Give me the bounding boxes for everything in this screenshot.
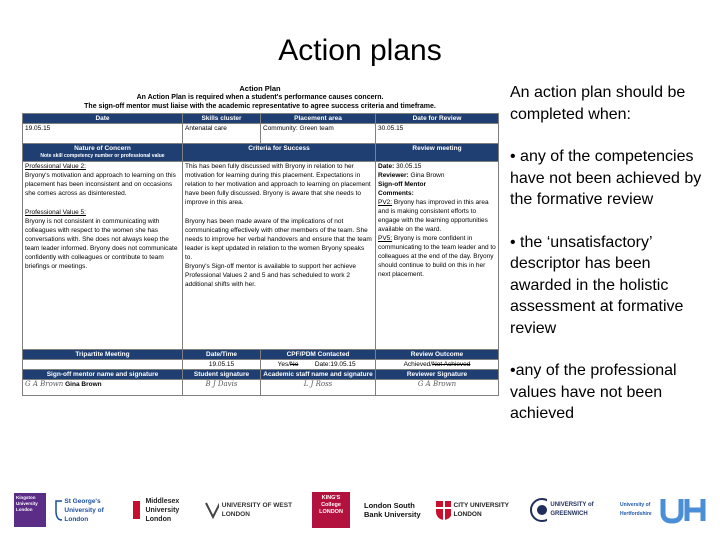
review-pv5-text: Bryony is more confident in communicating to the team leader and to colleagues at the end of the day. Bryony should continue to build on this in her next placement. [378, 235, 496, 278]
col-header-cpf: CPF/PDM Contacted [261, 350, 376, 360]
kings-logo-text: KING'S College LONDON [312, 492, 350, 528]
review-date-line [378, 162, 496, 171]
right-text-panel [510, 82, 710, 425]
tripartite-outcome: Achieved/Not Achieved [376, 360, 499, 370]
concern-pv5-text: Bryony is not consistent in communicating with colleagues with respect to the women she has conversations with. She does not always keep the team leader informed. Bryony does not communicate confidently with colleagues or contribute to team briefings or meetings. [25, 218, 178, 270]
greenwich-logo [530, 490, 610, 530]
student-signature-cell [183, 380, 261, 396]
university-logos [14, 490, 714, 530]
city-logo-text: CITY UNIVERSITY LONDON [453, 502, 509, 518]
slide-title: Action plans [278, 34, 442, 67]
review-pv2-text: Bryony has improved in this area and is making consistent efforts to engage with the learning opportunities available on the ward. [378, 199, 489, 233]
middlesex-logo [132, 490, 202, 530]
form-heading-block [22, 84, 498, 111]
student-signature: B J Davis [205, 380, 238, 388]
body-row [23, 162, 499, 350]
tripartite-values-row [23, 360, 499, 370]
uwl-logo-text: UNIVERSITY OF WEST LONDON [221, 502, 293, 518]
review-date-value: 30.05.15 [396, 163, 422, 170]
header-row-2 [23, 144, 499, 162]
comments-label: Comments: [378, 190, 414, 197]
col-header-mentor-sig: Sign-off mentor name and signature [23, 370, 183, 380]
reviewer-role: Sign-off Mentor [378, 181, 427, 188]
uwl-mark-icon [204, 499, 219, 521]
col-header-student-sig: Student signature [183, 370, 261, 380]
header-row-3 [23, 350, 499, 360]
col-header-criteria: Criteria for Success [183, 144, 376, 162]
st-georges-logo [54, 490, 126, 530]
uh-mark-icon [660, 495, 706, 525]
form-subheading-2: The sign-off mentor must liaise with the academic representative to agree success criteria and timeframe. [84, 103, 436, 110]
col-header-reviewer-sig: Reviewer Signature [376, 370, 499, 380]
col-header-tripartite: Tripartite Meeting [23, 350, 183, 360]
review-cell [376, 162, 499, 350]
reviewer-signature-cell [376, 380, 499, 396]
criteria-cell [183, 162, 376, 350]
header-row-1 [23, 114, 499, 124]
col-header-review: Review meeting [376, 144, 499, 162]
city-logo [434, 490, 524, 530]
concern-pv2-label: Professional Value 2: [25, 163, 86, 170]
bullet-3: •any of the professional values have not been achieved [510, 362, 677, 422]
criteria-para-2: Bryony has been made aware of the implications of not communicating effectively with other members of the team. She needs to improve her verbal handovers and ensure that the team leader is kept updated in relation to the women Bryony speaks to. [185, 218, 372, 261]
col-header-datetime: Date/Time [183, 350, 261, 360]
review-date-label: Date: [378, 163, 395, 170]
cpf-yes-no: Yes/No [277, 361, 299, 368]
middlesex-logo-text: Middlesex University London [145, 497, 180, 523]
greenwich-logo-text: UNIVERSITY of GREENWICH [550, 502, 594, 517]
st-georges-crest-icon [54, 499, 62, 521]
concern-pv5-label: Professional Value 5: [25, 209, 86, 216]
lsbu-logo [364, 490, 426, 530]
col-header-academic-sig: Academic staff name and signature [261, 370, 376, 380]
concern-header-label: Nature of Concern [74, 145, 131, 152]
cell-review-date: 30.05.15 [376, 124, 499, 144]
criteria-para-3: Bryony's Sign-off mentor is available to support her achieve Professional Values 2 and 5 and has scheduled to work 2 additional shifts with her. [185, 263, 356, 288]
col-header-skills: Skills cluster [183, 114, 261, 124]
city-crest-icon [434, 499, 451, 521]
kings-logo [312, 490, 352, 530]
cell-skills: Antenatal care [183, 124, 261, 144]
col-header-concern [23, 144, 183, 162]
form-subheading-1: An Action Plan is required when a student's performance causes concern. [136, 94, 384, 101]
tripartite-blank [23, 360, 183, 370]
review-pv5 [378, 234, 496, 279]
review-pv2 [378, 198, 496, 234]
mentor-name: Gina Brown [65, 381, 102, 388]
action-plan-table [22, 113, 499, 396]
criteria-para-1: This has been fully discussed with Bryony in relation to her motivation for learning during this placement. Expectations in relation to her motivation and approach to learning on placement have been fully discussed. Bryony is aware that she needs to improve in this area. [185, 163, 371, 206]
mentor-signature-cell [23, 380, 183, 396]
signature-row [23, 380, 499, 396]
tripartite-cpf [261, 360, 376, 370]
cell-placement: Community: Green team [261, 124, 376, 144]
mentor-signature: G A Brown [25, 380, 64, 388]
academic-signature: L J Ross [303, 380, 333, 388]
right-intro: An action plan should be completed when: [510, 84, 686, 123]
review-pv2-label: PV2: [378, 199, 393, 206]
concern-cell [23, 162, 183, 350]
tripartite-datetime: 19.05.15 [183, 360, 261, 370]
value-row-1 [23, 124, 499, 144]
concern-header-note: Note skill competency number or professional value [40, 153, 165, 159]
cell-date: 19.05.15 [23, 124, 183, 144]
concern-pv2-text: Bryony's motivation and approach to learning on this placement has been inconsistent and on occasions she comes across as disinterested. [25, 172, 176, 197]
bullet-1: • any of the competencies have not been achieved by the formative review [510, 148, 702, 208]
middlesex-mark-icon [132, 499, 142, 521]
header-row-4 [23, 370, 499, 380]
greenwich-crest-icon [530, 495, 547, 525]
herts-logo-text: University of Hertfordshire [620, 502, 652, 517]
reviewer-value: Gina Brown [410, 172, 445, 179]
uwl-logo [204, 490, 304, 530]
bullet-2: • the ‘unsatisfactory’ descriptor has been awarded in the holistic assessment at formative review [510, 233, 684, 337]
reviewer-label: Reviewer: [378, 172, 409, 179]
col-header-date: Date [23, 114, 183, 124]
review-reviewer-line [378, 171, 496, 180]
col-header-review-date: Date for Review [376, 114, 499, 124]
review-pv5-label: PV5: [378, 235, 393, 242]
action-plan-form [22, 84, 498, 412]
st-georges-logo-text: St George's University of London [64, 497, 104, 523]
herts-logo [620, 490, 712, 530]
academic-signature-cell [261, 380, 376, 396]
cpf-contact-date: Date:19.05.15 [314, 361, 356, 368]
col-header-placement: Placement area [261, 114, 376, 124]
kingston-logo-text: Kingston University London [14, 493, 46, 527]
lsbu-logo-text: London South Bank University [364, 501, 421, 519]
col-header-outcome: Review Outcome [376, 350, 499, 360]
form-heading: Action Plan [239, 84, 281, 93]
reviewer-signature: G A Brown [417, 380, 457, 388]
kingston-logo [14, 490, 46, 530]
